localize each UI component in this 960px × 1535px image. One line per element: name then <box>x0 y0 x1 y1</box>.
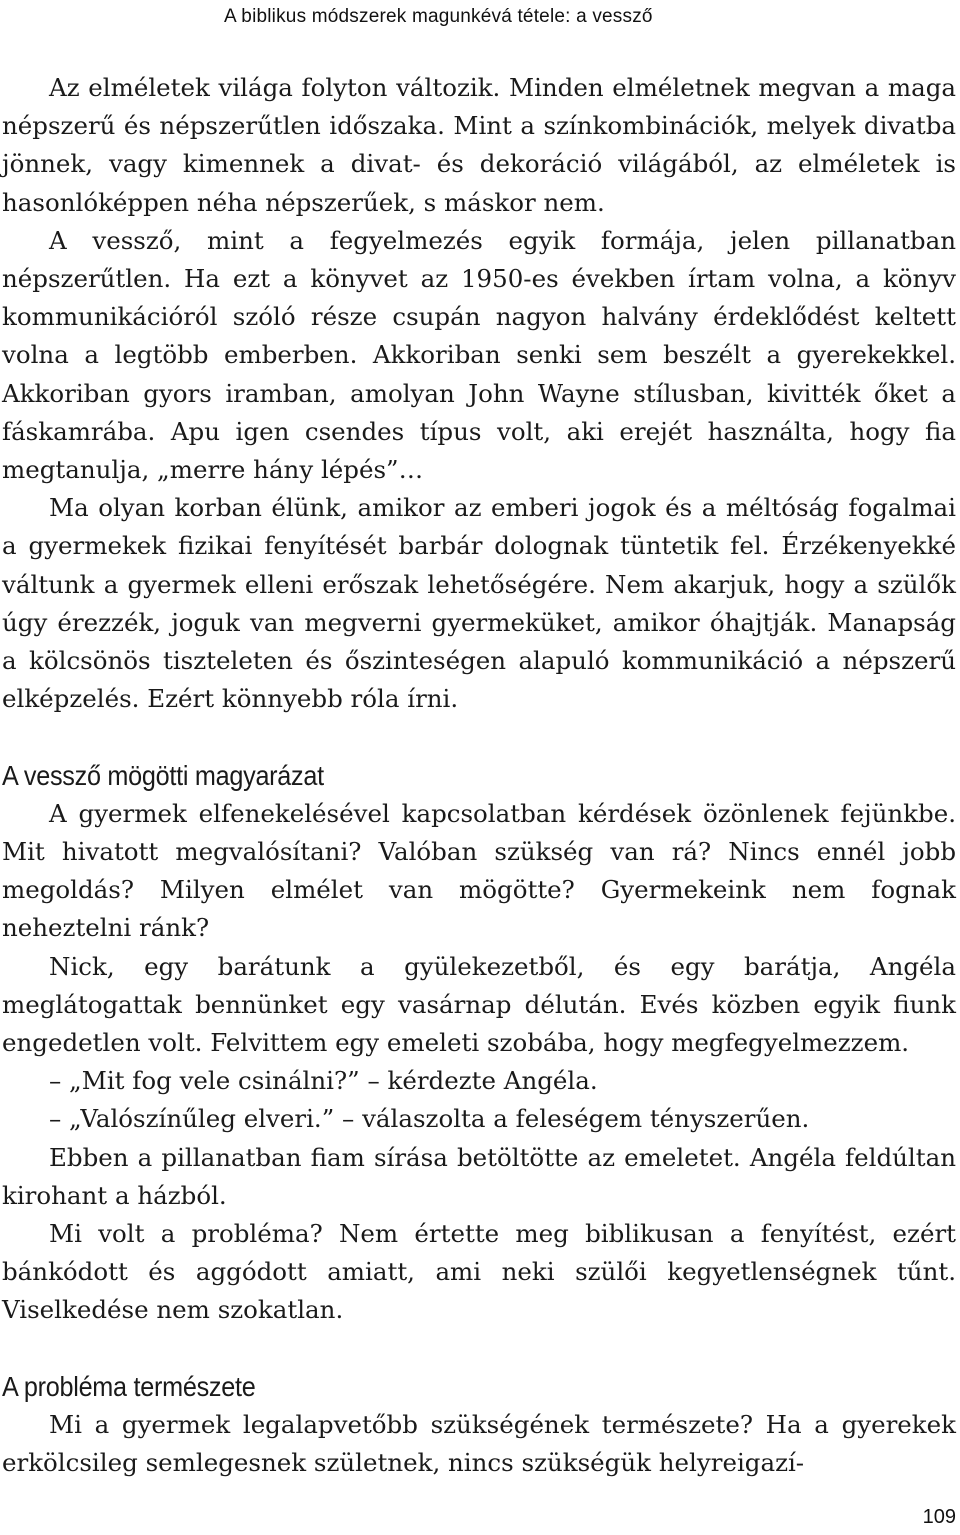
section-heading: A probléma természete <box>2 1370 256 1402</box>
paragraph: Mi volt a probléma? Nem értette meg biblikusan a fenyítést, ezért bánkódott és aggódott amiatt, ami neki szülői kegyetlenségnek tűnt. Viselkedése nem szokatlan. <box>2 1219 956 1325</box>
paragraph: Az elméletek világa folyton változik. Minden elméletnek megvan a maga népszerű és népszerűtlen időszaka. Mint a színkombinációk, melyek divatba jönnek, vagy kimennek a divat- és dekoráció világából, az elméletek is hasonlóképpen néha népszerűek, s máskor nem. <box>2 73 956 217</box>
section-heading: A vessző mögötti magyarázat <box>2 759 324 791</box>
paragraph: A vessző, mint a fegyelmezés egyik formája, jelen pillanatban népszerűtlen. Ha ezt a könyvet az 1950-es években írtam volna, a könyv kommunikációról szóló része csupán nagyon halvány érdeklődést keltett volna a legtöbb emberben. Akkoriban senki sem beszélt a gyerekekkel. Akkoriban gyors iramban, amolyan John Wayne stílusban, kivitték őket a fáskamrába. Apu igen csendes típus volt, aki erejét használta, hogy fia megtanulja, „merre hány lépés”… <box>2 225 956 485</box>
paragraph: Nick, egy barátunk a gyülekezetből, és egy barátja, Angéla meglátogattak bennünket egy vasárnap délután. Evés közben egyik fiunk engedetlen volt. Felvittem egy emeleti szobába, hogy megfegyelmezzem. <box>2 951 956 1058</box>
paragraph: A gyermek elfenekelésével kapcsolatban kérdések özönlenek fejünkbe. Mit hivatott megvalósítani? Valóban szükség van rá? Nincs ennél jobb megoldás? Milyen elmélet van mögötte? Gyermekeink nem fognak neheztelni ránk? <box>2 798 956 943</box>
paragraph: Ebben a pillanatban fiam sírása betöltötte az emeletet. Angéla feldúltan kirohant a házból. <box>2 1142 956 1210</box>
dialog-line: – „Mit fog vele csinálni?” – kérdezte Angéla. <box>49 1066 598 1096</box>
running-title: A biblikus módszerek magunkévá tétele: a vessző <box>224 6 653 27</box>
page-body <box>2 69 956 1482</box>
paragraph: Mi a gyermek legalapvetőbb szükségének természete? Ha a gyerekek erkölcsileg semlegesnek születnek, nincs szükségük helyreigazí- <box>2 1410 956 1478</box>
dialog-line: – „Valószínűleg elveri.” – válaszolta a feleségem tényszerűen. <box>49 1104 810 1134</box>
paragraph: Ma olyan korban élünk, amikor az emberi jogok és a méltóság fogalmai a gyermekek fizikai fenyítését barbár dolognak tüntetik fel. Érzékenyekké váltunk a gyermek elleni erőszak lehetőségére. Nem akarjuk, hogy a szülők úgy érezzék, joguk van megverni gyermeküket, amikor óhajtják. Manapság a kölcsönös tiszteleten és őszinteségen alapuló kommunikáció a népszerű elképzelés. Ezért könnyebb róla írni. <box>2 493 956 714</box>
page-number: 109 <box>922 1506 956 1528</box>
